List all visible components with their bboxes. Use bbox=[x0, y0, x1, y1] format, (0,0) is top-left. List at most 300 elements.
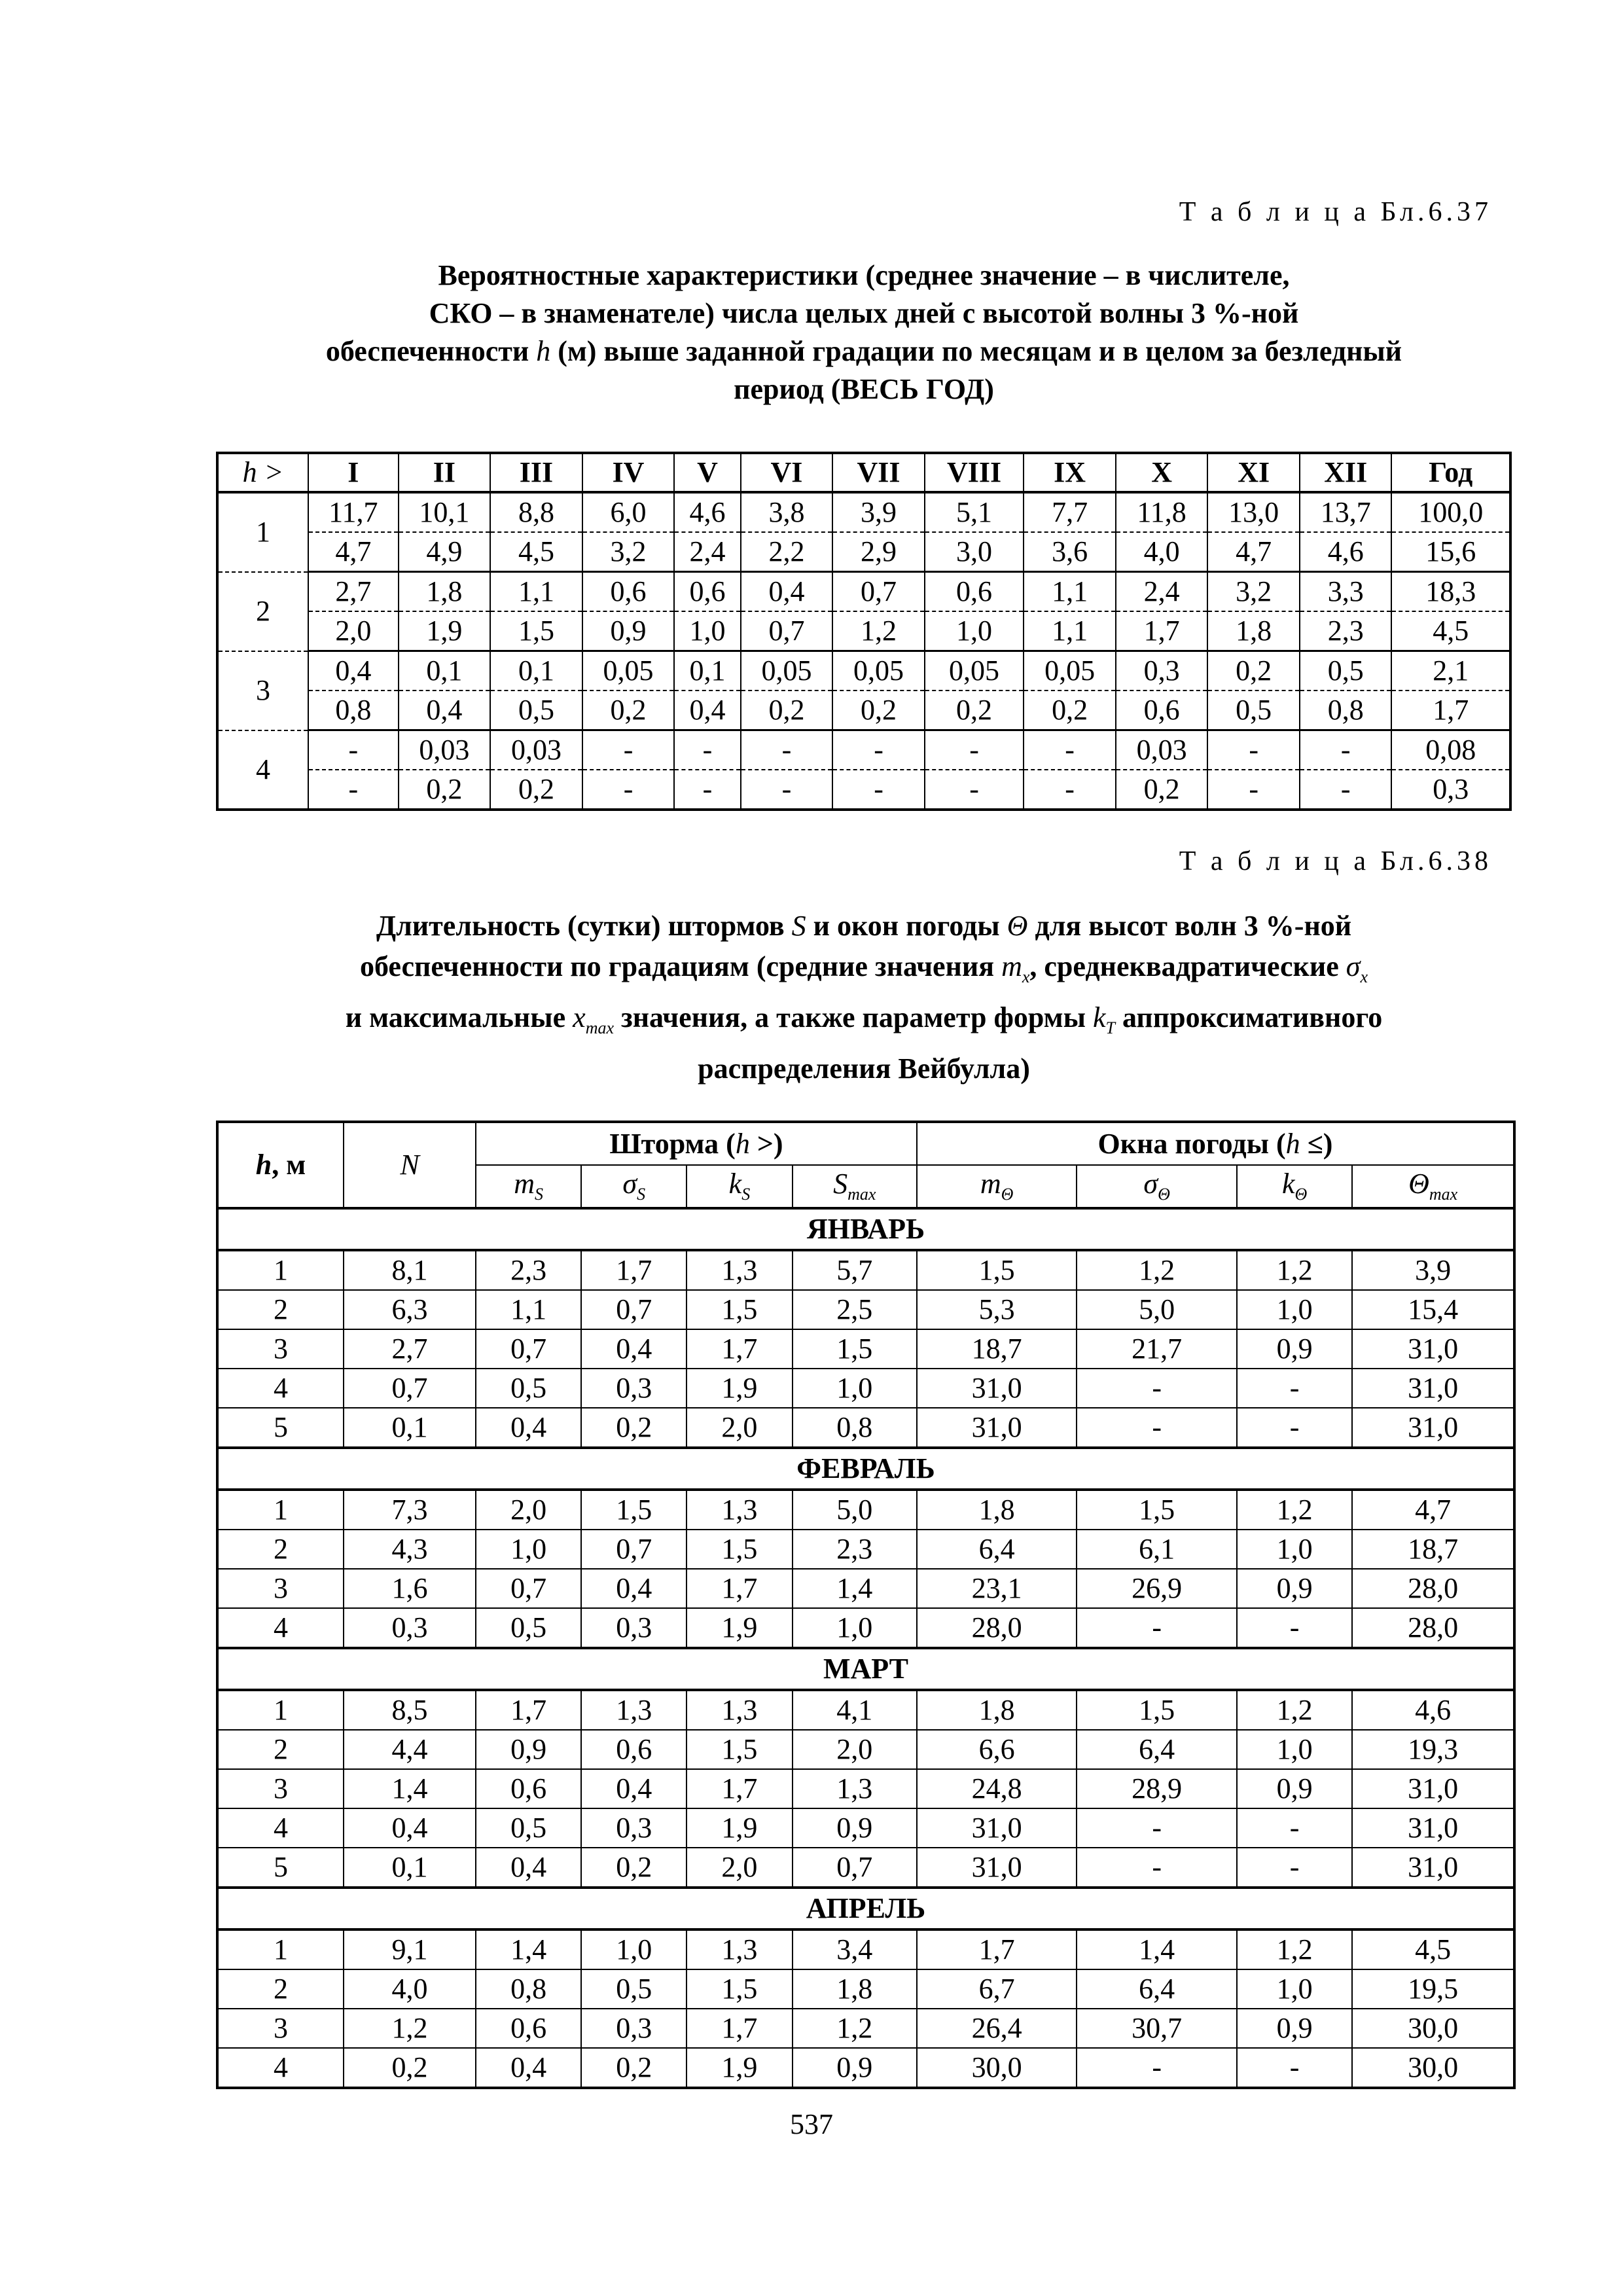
table-cell: 1,9 bbox=[687, 2048, 792, 2088]
title-text: , среднеквадратические bbox=[1029, 950, 1339, 982]
table-cell: 1 bbox=[217, 1250, 344, 1290]
title-text: аппроксимативного bbox=[1122, 1001, 1383, 1033]
sd-cell: - bbox=[832, 770, 925, 810]
table-cell: 31,0 bbox=[1352, 1769, 1514, 1808]
table-row bbox=[217, 1408, 1514, 1448]
table-cell: 2 bbox=[217, 1530, 344, 1569]
parameter-symbol: S bbox=[833, 1168, 848, 1200]
title-text: значения, а также параметр формы bbox=[621, 1001, 1086, 1033]
header-month: XII bbox=[1300, 453, 1392, 492]
mean-cell: 18,3 bbox=[1391, 572, 1510, 612]
table-title-6-38 bbox=[216, 906, 1512, 1089]
mean-cell: - bbox=[832, 730, 925, 770]
sd-cell: 15,6 bbox=[1391, 532, 1510, 572]
parameter-subscript: S bbox=[637, 1184, 646, 1204]
title-symbol-theta: Θ bbox=[1007, 910, 1028, 942]
mean-cell: 0,7 bbox=[832, 572, 925, 612]
table-cell: 4,6 bbox=[1352, 1690, 1514, 1730]
table-cell: 1,0 bbox=[1237, 1290, 1352, 1329]
mean-cell: - bbox=[741, 730, 833, 770]
table-cell: 28,9 bbox=[1077, 1769, 1236, 1808]
title-line: распределения Вейбулла) bbox=[698, 1052, 1030, 1085]
table-row bbox=[217, 1250, 1514, 1290]
mean-cell: 0,6 bbox=[925, 572, 1024, 612]
mean-cell: 0,4 bbox=[741, 572, 833, 612]
table-cell: 31,0 bbox=[1352, 1808, 1514, 1848]
table-cell: 4 bbox=[217, 1808, 344, 1848]
table-cell: 0,2 bbox=[581, 1408, 687, 1448]
title-line: СКО – в знаменателе) числа целых дней с высотой волны 3 %-ной bbox=[429, 297, 1299, 329]
month-name: ФЕВРАЛЬ bbox=[217, 1448, 1514, 1490]
table-cell: 23,1 bbox=[917, 1569, 1077, 1608]
table-cell: 4 bbox=[217, 2048, 344, 2088]
table-cell: 3 bbox=[217, 1769, 344, 1808]
title-line bbox=[216, 332, 1512, 370]
mean-cell: 0,03 bbox=[1116, 730, 1208, 770]
table-cell: 6,4 bbox=[1077, 1730, 1236, 1769]
header-n: N bbox=[344, 1122, 476, 1208]
header-h: h, м bbox=[217, 1122, 344, 1208]
sd-cell: 0,2 bbox=[399, 770, 491, 810]
table-cell: 0,6 bbox=[476, 1769, 581, 1808]
sd-cell: 2,9 bbox=[832, 532, 925, 572]
sd-cell: 0,2 bbox=[832, 691, 925, 730]
table-cell: 1,9 bbox=[687, 1369, 792, 1408]
header-gradation: h > bbox=[217, 453, 308, 492]
table-cell: 1,7 bbox=[581, 1250, 687, 1290]
table-cell: 4,1 bbox=[793, 1690, 917, 1730]
sd-cell: - bbox=[925, 770, 1024, 810]
table-cell: 31,0 bbox=[917, 1408, 1077, 1448]
table-row bbox=[217, 1329, 1514, 1369]
table-cell: 2,0 bbox=[476, 1490, 581, 1530]
table-cell: 0,1 bbox=[344, 1848, 476, 1888]
month-name: МАРТ bbox=[217, 1648, 1514, 1690]
sd-cell: - bbox=[674, 770, 740, 810]
table-cell: - bbox=[1077, 2048, 1236, 2088]
table-cell: 31,0 bbox=[917, 1808, 1077, 1848]
table-cell: 3 bbox=[217, 1569, 344, 1608]
header-storms: Шторма (h >) bbox=[476, 1122, 917, 1165]
table-row-mean bbox=[217, 730, 1510, 770]
mean-cell: 0,05 bbox=[741, 651, 833, 691]
table-cell: 1,4 bbox=[344, 1769, 476, 1808]
mean-cell: 0,03 bbox=[399, 730, 491, 770]
table-cell: 1,5 bbox=[687, 1530, 792, 1569]
mean-cell: 3,8 bbox=[741, 492, 833, 532]
table-cell: 0,3 bbox=[581, 1608, 687, 1648]
table-cell: 2,3 bbox=[793, 1530, 917, 1569]
sd-cell: 0,2 bbox=[741, 691, 833, 730]
sd-cell: - bbox=[1024, 770, 1116, 810]
table-cell: 18,7 bbox=[917, 1329, 1077, 1369]
header-parameter bbox=[581, 1165, 687, 1208]
table-cell: 4,4 bbox=[344, 1730, 476, 1769]
title-line bbox=[216, 906, 1512, 946]
sd-cell: 0,2 bbox=[1024, 691, 1116, 730]
sd-cell: 2,3 bbox=[1300, 611, 1392, 651]
table-cell: 26,9 bbox=[1077, 1569, 1236, 1608]
mean-cell: 2,1 bbox=[1391, 651, 1510, 691]
table-cell: 1,5 bbox=[687, 1730, 792, 1769]
table-cell: 2 bbox=[217, 1969, 344, 2009]
table-cell: 3,4 bbox=[793, 1929, 917, 1969]
table-cell: 24,8 bbox=[917, 1769, 1077, 1808]
table-row bbox=[217, 1769, 1514, 1808]
table-cell: 1 bbox=[217, 1490, 344, 1530]
header-parameter bbox=[1352, 1165, 1514, 1208]
table-cell: 6,4 bbox=[917, 1530, 1077, 1569]
mean-cell: 2,7 bbox=[308, 572, 399, 612]
table-cell: 1,5 bbox=[687, 1290, 792, 1329]
table-cell: 0,4 bbox=[476, 2048, 581, 2088]
table-cell: 1,9 bbox=[687, 1608, 792, 1648]
mean-cell: - bbox=[925, 730, 1024, 770]
header-month: VII bbox=[832, 453, 925, 492]
sd-cell: 0,3 bbox=[1391, 770, 1510, 810]
table-cell: 1 bbox=[217, 1690, 344, 1730]
table-cell: 0,7 bbox=[476, 1329, 581, 1369]
table-cell: 0,4 bbox=[344, 1808, 476, 1848]
parameter-symbol: k bbox=[728, 1168, 742, 1200]
table-cell: - bbox=[1077, 1408, 1236, 1448]
table-row-sd bbox=[217, 611, 1510, 651]
table-cell: 1 bbox=[217, 1929, 344, 1969]
mean-cell: 13,0 bbox=[1207, 492, 1300, 532]
table-cell: 31,0 bbox=[917, 1369, 1077, 1408]
table-cell: 1,8 bbox=[793, 1969, 917, 2009]
header-parameter bbox=[1077, 1165, 1236, 1208]
table-cell: 6,3 bbox=[344, 1290, 476, 1329]
table-cell: 0,4 bbox=[581, 1329, 687, 1369]
title-text: для высот волн 3 %-ной bbox=[1035, 910, 1352, 942]
table-cell: 28,0 bbox=[917, 1608, 1077, 1648]
mean-cell: 3,2 bbox=[1207, 572, 1300, 612]
table-caption-6-37: Т а б л и ц а Бл.6.37 bbox=[1179, 197, 1492, 227]
header-month: I bbox=[308, 453, 399, 492]
table-cell: 4,0 bbox=[344, 1969, 476, 2009]
mean-cell: 0,3 bbox=[1116, 651, 1208, 691]
gradation-cell: 3 bbox=[217, 651, 308, 730]
header-parameter bbox=[1237, 1165, 1352, 1208]
sd-cell: - bbox=[741, 770, 833, 810]
table-row bbox=[217, 1730, 1514, 1769]
title-line bbox=[216, 946, 1512, 997]
table-cell: 0,3 bbox=[581, 1808, 687, 1848]
table-cell: 0,2 bbox=[581, 2048, 687, 2088]
table-cell: - bbox=[1237, 2048, 1352, 2088]
table-cell: 30,7 bbox=[1077, 2009, 1236, 2048]
table-cell: 0,3 bbox=[344, 1608, 476, 1648]
mean-cell: 100,0 bbox=[1391, 492, 1510, 532]
sd-cell: 1,0 bbox=[674, 611, 740, 651]
table-cell: 0,5 bbox=[581, 1969, 687, 2009]
table-cell: 2,0 bbox=[793, 1730, 917, 1769]
gradation-cell: 4 bbox=[217, 730, 308, 810]
table-cell: 6,6 bbox=[917, 1730, 1077, 1769]
table-cell: 30,0 bbox=[1352, 2048, 1514, 2088]
table-cell: 1,0 bbox=[476, 1530, 581, 1569]
table-cell: 5,0 bbox=[793, 1490, 917, 1530]
title-text: Длительность (сутки) штормов bbox=[376, 910, 785, 942]
table-cell: 0,2 bbox=[581, 1848, 687, 1888]
sd-cell: 2,4 bbox=[674, 532, 740, 572]
table-cell: 1,4 bbox=[1077, 1929, 1236, 1969]
parameter-symbol: k bbox=[1281, 1168, 1295, 1200]
table-cell: 0,4 bbox=[476, 1848, 581, 1888]
table-cell: - bbox=[1237, 1408, 1352, 1448]
table-cell: 0,7 bbox=[581, 1530, 687, 1569]
table-cell: 4,5 bbox=[1352, 1929, 1514, 1969]
table-header-row bbox=[217, 1122, 1514, 1165]
sd-cell: 3,0 bbox=[925, 532, 1024, 572]
month-row bbox=[217, 1208, 1514, 1250]
title-text: (м) выше заданной градации по месяцам и в целом за безледный bbox=[558, 335, 1402, 367]
sd-cell: - bbox=[582, 770, 675, 810]
table-cell: 1,5 bbox=[687, 1969, 792, 2009]
mean-cell: 11,8 bbox=[1116, 492, 1208, 532]
sd-cell: 2,2 bbox=[741, 532, 833, 572]
table-row bbox=[217, 2009, 1514, 2048]
mean-cell: 4,6 bbox=[674, 492, 740, 532]
table-cell: 1,2 bbox=[344, 2009, 476, 2048]
table-cell: 1,8 bbox=[917, 1690, 1077, 1730]
table-cell: 1,2 bbox=[1077, 1250, 1236, 1290]
table-cell: - bbox=[1077, 1848, 1236, 1888]
mean-cell: 1,1 bbox=[1024, 572, 1116, 612]
month-row bbox=[217, 1448, 1514, 1490]
table-cell: - bbox=[1237, 1808, 1352, 1848]
mean-cell: 1,8 bbox=[399, 572, 491, 612]
title-symbol-xmax: $x_{max}$ bbox=[573, 1001, 615, 1037]
mean-cell: 11,7 bbox=[308, 492, 399, 532]
table-cell: 0,5 bbox=[476, 1608, 581, 1648]
table-cell: 0,6 bbox=[476, 2009, 581, 2048]
mean-cell: 6,0 bbox=[582, 492, 675, 532]
table-cell: 0,4 bbox=[476, 1408, 581, 1448]
header-parameter bbox=[687, 1165, 792, 1208]
table-cell: 31,0 bbox=[1352, 1369, 1514, 1408]
sd-cell: 0,8 bbox=[1300, 691, 1392, 730]
parameter-symbol: σ bbox=[1143, 1168, 1158, 1200]
title-line: период (ВЕСЬ ГОД) bbox=[734, 373, 994, 405]
mean-cell: 0,05 bbox=[832, 651, 925, 691]
mean-cell: - bbox=[308, 730, 399, 770]
table-cell: 31,0 bbox=[1352, 1408, 1514, 1448]
table-row bbox=[217, 1290, 1514, 1329]
mean-cell: 0,5 bbox=[1300, 651, 1392, 691]
title-text: и максимальные bbox=[345, 1001, 566, 1033]
table-cell: 0,9 bbox=[476, 1730, 581, 1769]
title-line bbox=[216, 997, 1512, 1049]
table-cell: 1,9 bbox=[687, 1808, 792, 1848]
sd-cell: 0,7 bbox=[741, 611, 833, 651]
table-cell: 1,5 bbox=[793, 1329, 917, 1369]
sd-cell: 1,1 bbox=[1024, 611, 1116, 651]
header-month: VI bbox=[741, 453, 833, 492]
sd-cell: 4,9 bbox=[399, 532, 491, 572]
table-cell: 1,7 bbox=[687, 1769, 792, 1808]
table-row bbox=[217, 1690, 1514, 1730]
mean-cell: 2,4 bbox=[1116, 572, 1208, 612]
table-cell: 1,8 bbox=[917, 1490, 1077, 1530]
table-row bbox=[217, 1569, 1514, 1608]
table-cell: 6,4 bbox=[1077, 1969, 1236, 2009]
table-cell: 0,4 bbox=[581, 1769, 687, 1808]
table-cell: 28,0 bbox=[1352, 1569, 1514, 1608]
mean-cell: - bbox=[1024, 730, 1116, 770]
sd-cell: 0,5 bbox=[1207, 691, 1300, 730]
mean-cell: - bbox=[1207, 730, 1300, 770]
table-cell: 0,2 bbox=[344, 2048, 476, 2088]
mean-cell: 13,7 bbox=[1300, 492, 1392, 532]
sd-cell: 1,8 bbox=[1207, 611, 1300, 651]
table-cell: 1,0 bbox=[581, 1929, 687, 1969]
table-cell: 0,3 bbox=[581, 1369, 687, 1408]
table-cell: 30,0 bbox=[917, 2048, 1077, 2088]
table-cell: 0,5 bbox=[476, 1808, 581, 1848]
sd-cell: 0,4 bbox=[399, 691, 491, 730]
table-cell: 0,9 bbox=[793, 2048, 917, 2088]
table-cell: - bbox=[1237, 1369, 1352, 1408]
mean-cell: 0,4 bbox=[308, 651, 399, 691]
parameter-subscript: Θ bbox=[1294, 1184, 1308, 1204]
table-cell: 1,4 bbox=[476, 1929, 581, 1969]
table-cell: 30,0 bbox=[1352, 2009, 1514, 2048]
sd-cell: 4,7 bbox=[1207, 532, 1300, 572]
table-body bbox=[217, 492, 1510, 810]
table-cell: 28,0 bbox=[1352, 1608, 1514, 1648]
table-cell: 1,1 bbox=[476, 1290, 581, 1329]
parameter-subscript: S bbox=[741, 1184, 751, 1204]
sd-cell: 0,9 bbox=[582, 611, 675, 651]
table-cell: 0,9 bbox=[1237, 2009, 1352, 2048]
title-line: Вероятностные характеристики (среднее значение – в числителе, bbox=[438, 259, 1290, 291]
table-cell: 8,1 bbox=[344, 1250, 476, 1290]
month-row bbox=[217, 1648, 1514, 1690]
table-row bbox=[217, 1490, 1514, 1530]
table-row bbox=[217, 2048, 1514, 2088]
table-cell: 0,7 bbox=[476, 1569, 581, 1608]
table-cell: 0,5 bbox=[476, 1369, 581, 1408]
table-cell: 0,9 bbox=[793, 1808, 917, 1848]
table-title-6-37 bbox=[216, 257, 1512, 408]
sd-cell: 4,7 bbox=[308, 532, 399, 572]
table-row bbox=[217, 1929, 1514, 1969]
sd-cell: 4,6 bbox=[1300, 532, 1392, 572]
table-cell: 5,3 bbox=[917, 1290, 1077, 1329]
table-cell: 18,7 bbox=[1352, 1530, 1514, 1569]
title-symbol-kt: $k_T$ bbox=[1093, 1001, 1116, 1037]
header-parameter bbox=[793, 1165, 917, 1208]
parameter-symbol: Θ bbox=[1408, 1168, 1429, 1200]
table-cell: 26,4 bbox=[917, 2009, 1077, 2048]
parameter-subscript: max bbox=[847, 1184, 876, 1204]
table-cell: 3,9 bbox=[1352, 1250, 1514, 1290]
table-cell: 2 bbox=[217, 1290, 344, 1329]
table-6-37 bbox=[216, 452, 1512, 811]
table-cell: 2,0 bbox=[687, 1848, 792, 1888]
table-cell: 2,3 bbox=[476, 1250, 581, 1290]
header-month: IV bbox=[582, 453, 675, 492]
sd-cell: 0,2 bbox=[925, 691, 1024, 730]
table-cell: 1,0 bbox=[793, 1608, 917, 1648]
table-cell: - bbox=[1237, 1608, 1352, 1648]
table-row-sd bbox=[217, 770, 1510, 810]
mean-cell: 3,3 bbox=[1300, 572, 1392, 612]
page-number: 537 bbox=[790, 2108, 833, 2140]
table-cell: 5 bbox=[217, 1408, 344, 1448]
header-month: IX bbox=[1024, 453, 1116, 492]
table-cell: 1,3 bbox=[687, 1929, 792, 1969]
gradation-cell: 1 bbox=[217, 492, 308, 572]
title-symbol-sigma-x: $\sigma_x$ bbox=[1346, 950, 1368, 986]
table-cell: 1,2 bbox=[1237, 1490, 1352, 1530]
table-cell: 0,3 bbox=[581, 2009, 687, 2048]
table-row bbox=[217, 1369, 1514, 1408]
parameter-symbol: m bbox=[514, 1168, 535, 1200]
mean-cell: 0,05 bbox=[1024, 651, 1116, 691]
sd-cell: 3,6 bbox=[1024, 532, 1116, 572]
table-6-38 bbox=[216, 1121, 1516, 2089]
table-row-sd bbox=[217, 691, 1510, 730]
table-cell: 4 bbox=[217, 1369, 344, 1408]
table-cell: 7,3 bbox=[344, 1490, 476, 1530]
table-cell: 0,6 bbox=[581, 1730, 687, 1769]
table-cell: - bbox=[1077, 1808, 1236, 1848]
mean-cell: 0,2 bbox=[1207, 651, 1300, 691]
mean-cell: - bbox=[1300, 730, 1392, 770]
header-month: X bbox=[1116, 453, 1208, 492]
table-cell: 0,9 bbox=[1237, 1329, 1352, 1369]
table-cell: 1,7 bbox=[476, 1690, 581, 1730]
table-row-mean bbox=[217, 492, 1510, 532]
mean-cell: 0,05 bbox=[582, 651, 675, 691]
table-cell: 1,7 bbox=[687, 1329, 792, 1369]
mean-cell: 1,1 bbox=[490, 572, 582, 612]
mean-cell: 0,6 bbox=[582, 572, 675, 612]
title-symbol-s: S bbox=[791, 910, 806, 942]
mean-cell: 0,1 bbox=[399, 651, 491, 691]
table-cell: 1,2 bbox=[1237, 1929, 1352, 1969]
table-cell: 5 bbox=[217, 1848, 344, 1888]
parameter-subscript: max bbox=[1429, 1184, 1458, 1204]
title-text: обеспеченности bbox=[325, 335, 529, 367]
header-month: V bbox=[674, 453, 740, 492]
table-cell: 4 bbox=[217, 1608, 344, 1648]
parameter-subscript: Θ bbox=[1158, 1184, 1170, 1204]
table-cell: 19,5 bbox=[1352, 1969, 1514, 2009]
month-row bbox=[217, 1888, 1514, 1929]
sd-cell: 0,8 bbox=[308, 691, 399, 730]
table-cell: 1,6 bbox=[344, 1569, 476, 1608]
parameter-symbol: σ bbox=[622, 1168, 637, 1200]
sd-cell: 0,4 bbox=[674, 691, 740, 730]
table-cell: 3 bbox=[217, 2009, 344, 2048]
sd-cell: 1,7 bbox=[1391, 691, 1510, 730]
table-cell: 6,7 bbox=[917, 1969, 1077, 2009]
table-cell: 15,4 bbox=[1352, 1290, 1514, 1329]
table-cell: 1,7 bbox=[687, 1569, 792, 1608]
table-cell: 1,0 bbox=[1237, 1969, 1352, 2009]
table-cell: 2 bbox=[217, 1730, 344, 1769]
table-header-row bbox=[217, 453, 1510, 492]
table-cell: 1,3 bbox=[793, 1769, 917, 1808]
mean-cell: 3,9 bbox=[832, 492, 925, 532]
header-month: Год bbox=[1391, 453, 1510, 492]
table-body bbox=[217, 1208, 1514, 2088]
sd-cell: 0,2 bbox=[582, 691, 675, 730]
